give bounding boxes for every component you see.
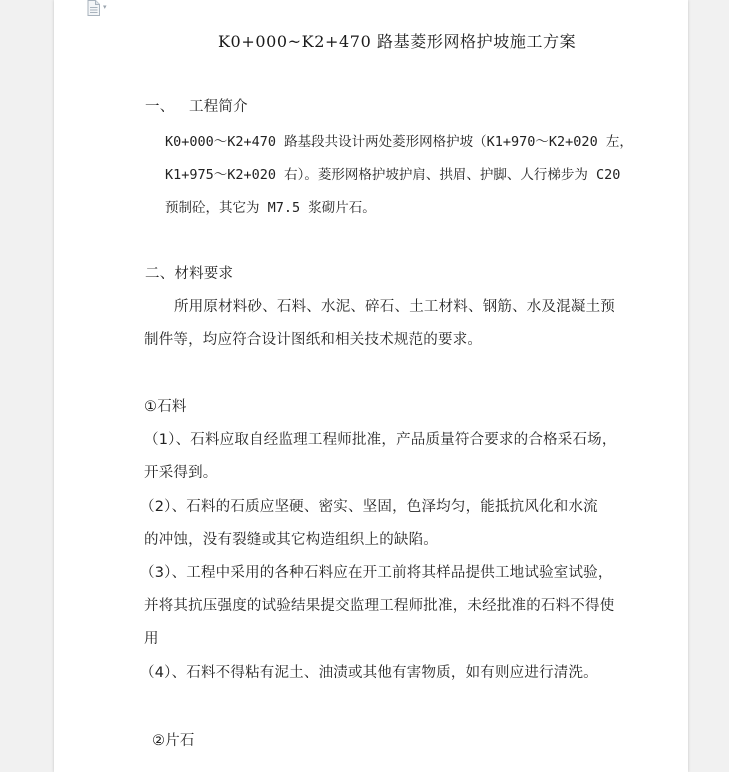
chevron-down-icon: ▾ — [103, 3, 107, 11]
section-1-line-2: K1+975～K2+020 右）。菱形网格护坡护肩、拱眉、护脚、人行梯步为 C20 — [165, 167, 621, 183]
page-title: K0+000~K2+470 路基菱形网格护坡施工方案 — [218, 32, 577, 51]
stone-line-3: （2）、石料的石质应坚硬、密实、坚固，色泽均匀，能抵抗风化和水流 — [140, 499, 598, 515]
section-1-heading: 工程简介 — [189, 99, 248, 115]
stone-line-5: （3）、工程中采用的各种石料应在开工前将其样品提供工地试验室试验， — [140, 565, 613, 581]
document-menu-button[interactable] — [87, 0, 107, 16]
subsection-stone-heading: ①石料 — [144, 399, 187, 415]
right-gutter — [688, 0, 729, 772]
stone-line-8: （4）、石料不得粘有泥土、油渍或其他有害物质，如有则应进行清洗。 — [140, 665, 598, 681]
section-1-line-1: K0+000～K2+470 路基段共设计两处菱形网格护坡（K1+970～K2+020 左， — [165, 134, 633, 150]
section-2-line-2: 制件等，均应符合设计图纸和相关技术规范的要求。 — [144, 332, 483, 348]
subsection-rubble-heading: ②片石 — [152, 733, 195, 749]
stone-line-4: 的冲蚀，没有裂缝或其它构造组织上的缺陷。 — [144, 532, 438, 548]
document-icon — [87, 0, 100, 16]
section-1-number: 一、 — [145, 99, 175, 115]
stone-line-2: 开采得到。 — [144, 465, 218, 481]
section-2-heading: 二、材料要求 — [145, 266, 234, 282]
stone-line-6: 并将其抗压强度的试验结果提交监理工程师批准，未经批准的石料不得使 — [144, 598, 615, 614]
stone-line-7: 用 — [144, 631, 159, 647]
document-page[interactable] — [54, 0, 688, 772]
left-gutter — [0, 0, 54, 772]
section-2-line-1: 所用原材料砂、石料、水泥、碎石、土工材料、钢筋、水及混凝土预 — [174, 299, 615, 315]
section-1-line-3: 预制砼，其它为 M7.5 浆砌片石。 — [165, 200, 376, 216]
stone-line-1: （1）、石料应取自经监理工程师批准，产品质量符合要求的合格采石场， — [144, 432, 617, 448]
